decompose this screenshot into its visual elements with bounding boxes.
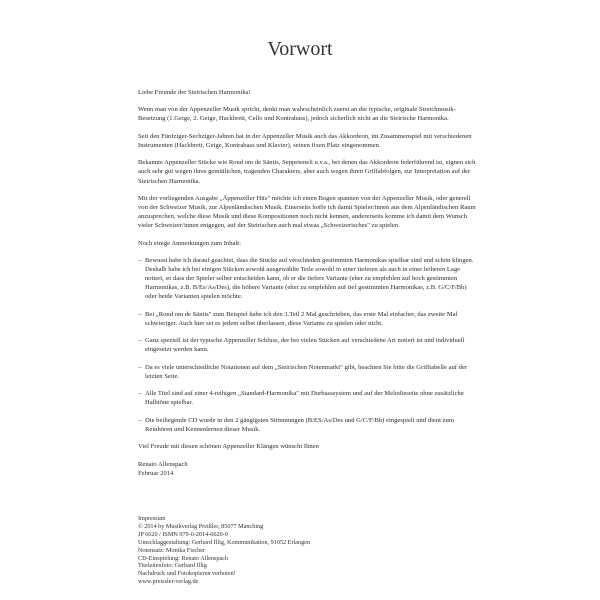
list-item-text: Bei „Rond om de Säntis" zum Beispiel habe ich den 3.Teil 2 Mal geschrieben, das erste Mal einfacher, das zweite Mal schwieriger. Auch hier sei es jedem selbst überlassen, diese Variante zu spielen oder nicht. <box>145 310 458 327</box>
imprint-line: Notensatz: Monika Fischer <box>138 546 206 554</box>
list-item <box>138 256 476 301</box>
imprint-line: Umschlaggestaltung: Gerhard Illig, Kommunikation, 91052 Erlangen <box>138 538 311 546</box>
paragraph: Seit den Fünfziger-Sechziger-Jahren hat in der Appenzeller Musik auch das Akkordeon, im Zusammenspiel mit verschiedenen Instrumenten (Hackbrett, Geige, Kontrabass und Klavier), seinen fixen Platz eingenommen. <box>138 132 472 149</box>
author: Renato Allenspach <box>138 460 188 468</box>
paragraph: Wenn man von der Appenzeller Musik spricht, denkt man wahrscheinlich zuerst an die typische, originale Streichmusik-Besetzung (1.Geige, 2. Geige, Hackbrett, Cello und Kontrabass), jedoch sicherlich nicht an die Steirische Harmonika. <box>138 106 456 123</box>
imprint-line: CD-Einspielung: Renato Allenspach <box>138 554 229 562</box>
page-title: Vorwort <box>267 38 333 60</box>
list-item <box>138 363 476 381</box>
imprint-line: © 2014 by Musikverlag Preißler, 85077 Manching <box>138 522 264 530</box>
list-item-text: Die beiliegende CD wurde in den 2 gängigsten Stimmungen (B/ES/As/Des und G/C/F/Bb) eingespielt und dient zum Reinhören und Kennenlernen dieser Musik. <box>145 416 454 433</box>
paragraph: Noch einige Anmerkungen zum Inhalt: <box>138 239 241 247</box>
list-item <box>138 389 476 407</box>
list-item <box>138 310 476 328</box>
closing: Viel Freude mit diesen schönen Appenzeller Klängen wünscht Ihnen <box>138 443 319 451</box>
imprint-url: www.preissler-verlag.de <box>138 578 199 586</box>
paragraph: Bekannte Appenzeller Stücke wie Rond om de Säntis, Seppeteneli u.v.a., bei denen das Akkordeon federführend ist, eignen sich auch sehr gut wegen ihres gemütlichen, tragenden Charakters, aber auch wegen ihren Griffabfolgen, zur Interpretation auf der Steirischen Harmonika. <box>138 159 476 185</box>
notes-list <box>138 256 476 434</box>
imprint <box>138 515 438 586</box>
dash-bullet: – <box>138 310 142 318</box>
imprint-heading: Impressum <box>138 515 166 522</box>
preface-body <box>138 88 476 478</box>
imprint-line: Nachdruck und Fotokopieren verboten! <box>138 570 236 578</box>
list-item-text: Bewusst habe ich darauf geachtet, dass die Stücke auf verschieden gestimmten Harmonikas spielbar sind und schön klingen. Deshalb habe ich bei einigen Stücken sowohl ausgewählte Teile sowohl in einer tieferen als auch in einer höheren Lage notiert, so dass der Spieler selber entscheiden kann, ob er die tiefere Variante (eher zu empfehlen auf hoch gestimmten Harmonikas, z.B. B/Es/As/Des), die höhere Variante (eher zu empfehlen auf tief gestimmten Harmonikas, z.B. G/C/F/Bb) oder beide Varianten spielen möchte. <box>145 257 474 301</box>
list-item-text: Da es viele unterschiedliche Notationen auf dem „Steirischen Notenmarkt" gibt, beachten Sie bitte die Grifftabelle auf der letzten Seite. <box>145 363 468 380</box>
greeting: Liebe Freunde der Steirischen Harmonika! <box>138 89 251 96</box>
dash-bullet: – <box>138 390 142 398</box>
list-item-text: Ganz speziell ist der typische Appenzeller Schluss, der bei vielen Stücken auf verschiedene Art notiert ist und individuell eingesetzt werden kann. <box>145 337 465 354</box>
list-item-text: Alle Titel sind auf einer 4-reihigen „Standard-Harmonika" mit Durbasssystem und auf der Melodieseite ohne zusätzliche Halbtöne spielbar. <box>145 390 464 407</box>
imprint-line: Titeleitenfoto: Gerhard Illig <box>138 562 207 570</box>
dash-bullet: – <box>138 257 142 264</box>
paragraph: Mit der vorliegenden Ausgabe „Äppenzeller Hits" möchte ich einen Bogen spannen von der Appenzeller Musik, oder generell von der Schweizer Musik, zur Alpenländischen Musik. Einerseits hoffe ich damit Spieler/innen aus dem Alpenländischen Raum anzusprechen, welche diese Musik und diese Kompositionen noch nicht kennen, andererseits komme ich damit dem Wunsch vieler Schweizer/innen entgegen, auf der Steirischen auch mal etwas „Schweizerisches" zu spielen. <box>138 194 476 230</box>
dash-bullet: – <box>138 363 142 371</box>
list-item <box>138 336 476 354</box>
imprint-line: JP 6620 / ISMN 979-0-2014-6620-0 <box>138 530 228 538</box>
dash-bullet: – <box>138 337 142 345</box>
dash-bullet: – <box>138 416 142 424</box>
list-item <box>138 416 476 434</box>
date: Februar 2014 <box>138 469 174 477</box>
